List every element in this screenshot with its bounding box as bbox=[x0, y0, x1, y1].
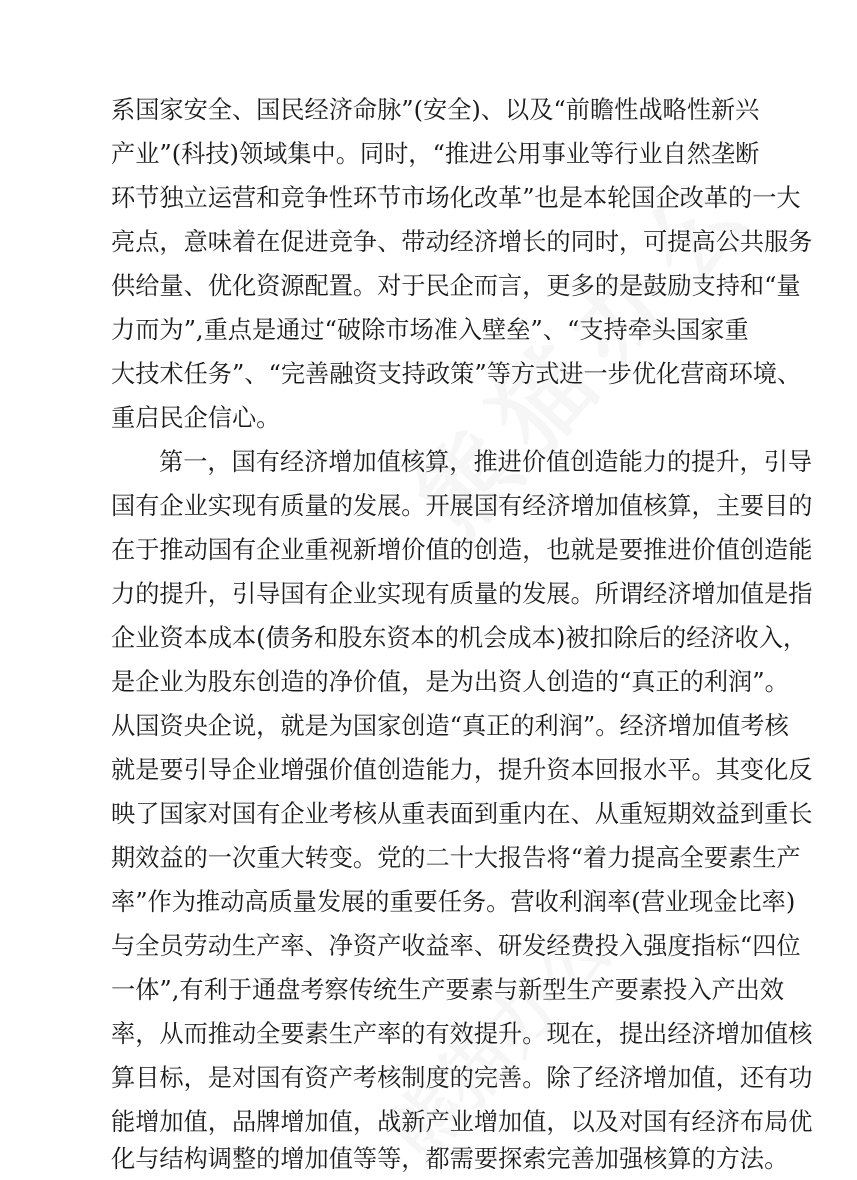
text-line: 率，从而推动全要素生产率的有效提升。现在，提出经济增加值核 bbox=[111, 1020, 813, 1048]
text-line: 力的提升，引导国有企业实现有质量的发展。所谓经济增加值是指 bbox=[111, 580, 813, 608]
text-line: 第一，国有经济增加值核算，推进价值创造能力的提升，引导 bbox=[159, 448, 813, 476]
text-line: 国有企业实现有质量的发展。开展国有经济增加值核算，主要目的 bbox=[111, 492, 813, 520]
text-line: 系国家安全、国民经济命脉”(安全)、以及“前瞻性战略性新兴 bbox=[111, 96, 760, 124]
text-line: 算目标，是对国有资产考核制度的完善。除了经济增加值，还有功 bbox=[111, 1064, 813, 1092]
text-line: 亮点，意味着在促进竞争、带动经济增长的同时，可提高公共服务 bbox=[111, 228, 813, 256]
text-line: 就是要引导企业增强价值创造能力，提升资本回报水平。其变化反 bbox=[111, 756, 813, 784]
text-line: 化与结构调整的增加值等等，都需要探索完善加强核算的方法。 bbox=[111, 1145, 789, 1173]
text-line: 企业资本成本(债务和股东资本的机会成本)被扣除后的经济收入， bbox=[111, 624, 808, 652]
text-line: 力而为”,重点是通过“破除市场准入壁垒”、“支持牵头国家重 bbox=[111, 316, 749, 344]
text-line: 大技术任务”、“完善融资支持政策”等方式进一步优化营商环境、 bbox=[111, 360, 802, 388]
text-line: 重启民企信心。 bbox=[111, 404, 281, 432]
text-line: 在于推动国有企业重视新增价值的创造，也就是要推进价值创造能 bbox=[111, 536, 813, 564]
text-line: 映了国家对国有企业考核从重表面到重内在、从重短期效益到重长 bbox=[111, 800, 813, 828]
text-line: 能增加值，品牌增加值，战新产业增加值，以及对国有经济布局优 bbox=[111, 1108, 813, 1136]
text-line: 环节独立运营和竞争性环节市场化改革”也是本轮国企改革的一大 bbox=[111, 184, 801, 212]
text-line: 产业”(科技)领域集中。同时，“推进公用事业等行业自然垄断 bbox=[111, 140, 760, 168]
text-line: 与全员劳动生产率、净资产收益率、研发经费投入强度指标“四位 bbox=[111, 932, 801, 960]
text-line: 是企业为股东创造的净价值，是为出资人创造的“真正的利润”。 bbox=[111, 668, 789, 696]
text-line: 率”作为推动高质量发展的重要任务。营收利润率(营业现金比率) bbox=[111, 888, 796, 916]
text-line: 供给量、优化资源配置。对于民企而言，更多的是鼓励支持和“量 bbox=[111, 272, 801, 300]
text-line: 从国资央企说，就是为国家创造“真正的利润”。经济增加值考核 bbox=[111, 712, 789, 740]
text-line: 期效益的一次重大转变。党的二十大报告将“着力提高全要素生产 bbox=[111, 844, 801, 872]
text-line: 一体”,有利于通盘考察传统生产要素与新型生产要素投入产出效 bbox=[111, 976, 785, 1004]
